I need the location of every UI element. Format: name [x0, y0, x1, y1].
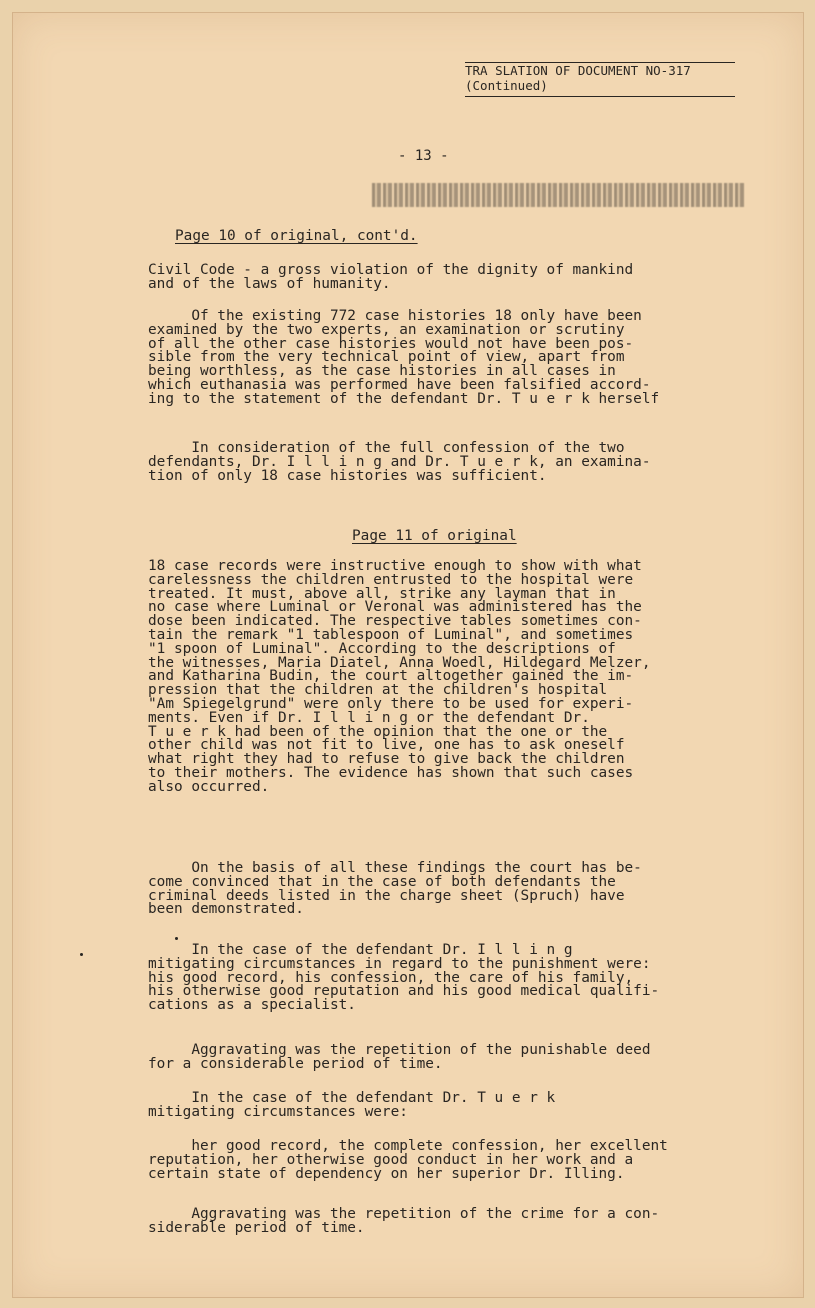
text-line: defendants, Dr. I l l i n g and Dr. T u e r k, an examina- [148, 453, 651, 470]
heading-page-11: Page 11 of original [352, 528, 517, 544]
text-line: In the case of the defendant Dr. T u e r k [148, 1090, 556, 1106]
translation-header [465, 62, 735, 97]
text-line: 18 case records were instructive enough to show with what [148, 558, 642, 574]
text-line: siderable period of time. [148, 1219, 365, 1236]
text-line: Civil Code - a gross violation of the dignity of mankind [148, 262, 634, 278]
text-line: criminal deeds listed in the charge sheet (Spruch) have [148, 887, 625, 904]
text-line: which euthanasia was performed have been falsified accord- [148, 376, 651, 393]
paragraph-8 [148, 1092, 738, 1120]
text-line: "Am Spiegelgrund" were only there to be used for experi- [148, 695, 634, 712]
text-line: Aggravating was the repetition of the punishable deed [148, 1042, 651, 1058]
text-line: and of the laws of humanity. [148, 275, 391, 292]
header-bottom-rule [465, 96, 735, 97]
text-line: mitigating circumstances in regard to the punishment were: [148, 955, 651, 972]
header-subtitle: (Continued) [465, 78, 548, 93]
text-line: come convinced that in the case of both defendants the [148, 873, 616, 890]
text-line: no case where Luminal or Veronal was administered has the [148, 599, 642, 616]
text-line: and Katharina Budin, the court altogether gained the im- [148, 668, 634, 685]
text-line: the witnesses, Maria Diatel, Anna Woedl, Hildegard Melzer, [148, 654, 651, 671]
paragraph-2 [148, 310, 738, 407]
text-line: of all the other case histories would not have been pos- [148, 335, 634, 352]
text-line: ing to the statement of the defendant Dr. T u e r k herself [148, 390, 660, 407]
ink-dot [80, 953, 83, 956]
paragraph-7 [148, 1044, 738, 1072]
redacted-line [372, 183, 744, 207]
text-line: examined by the two experts, an examination or scrutiny [148, 321, 625, 338]
text-line: tion of only 18 case histories was sufficient. [148, 467, 547, 484]
header-title: TRA SLATION OF DOCUMENT NO-317 [465, 63, 691, 78]
page-number: - 13 - [398, 148, 449, 164]
text-line: In consideration of the full confession of the two [148, 440, 625, 456]
paragraph-9 [148, 1140, 738, 1181]
text-line: also occurred. [148, 778, 270, 795]
paragraph-6 [148, 944, 738, 1013]
text-line: Aggravating was the repetition of the crime for a con- [148, 1206, 660, 1222]
text-line: to their mothers. The evidence has shown that such cases [148, 764, 634, 781]
paragraph-5 [148, 862, 738, 917]
text-line: sible from the very technical point of view, apart from [148, 349, 625, 366]
text-line: her good record, the complete confession, her excellent [148, 1138, 668, 1154]
text-line: Of the existing 772 case histories 18 only have been [148, 308, 642, 324]
paragraph-3 [148, 442, 738, 483]
text-line: cations as a specialist. [148, 997, 356, 1014]
paragraph-4 [148, 560, 738, 795]
text-line: carelessness the children entrusted to the hospital were [148, 571, 634, 588]
text-line: reputation, her otherwise good conduct in her work and a [148, 1151, 634, 1168]
paragraph-10 [148, 1208, 738, 1236]
text-line: dose been indicated. The respective tables sometimes con- [148, 613, 642, 630]
text-line: In the case of the defendant Dr. I l l i n g [148, 942, 573, 958]
ink-dot [175, 937, 178, 940]
text-line: T u e r k had been of the opinion that the one or the [148, 723, 608, 740]
paragraph-1 [148, 264, 738, 292]
heading-page-10: Page 10 of original, cont'd. [175, 228, 418, 244]
text-line: his good record, his confession, the care of his family, [148, 969, 634, 986]
text-line: On the basis of all these findings the court has be- [148, 860, 642, 876]
text-line: mitigating circumstances were: [148, 1103, 408, 1120]
text-line: certain state of dependency on her superior Dr. Illing. [148, 1165, 625, 1182]
text-line: for a considerable period of time. [148, 1055, 443, 1072]
text-line: his otherwise good reputation and his good medical qualifi- [148, 983, 660, 1000]
text-line: what right they had to refuse to give back the children [148, 751, 625, 768]
text-line: treated. It must, above all, strike any layman that in [148, 585, 616, 602]
text-line: being worthless, as the case histories in all cases in [148, 363, 616, 380]
text-line: "1 spoon of Luminal". According to the descriptions of [148, 640, 616, 657]
text-line: been demonstrated. [148, 901, 304, 918]
text-line: other child was not fit to live, one has to ask oneself [148, 737, 625, 754]
text-line: tain the remark "1 tablespoon of Luminal", and sometimes [148, 626, 634, 643]
text-line: pression that the children at the children's hospital [148, 682, 608, 699]
text-line: ments. Even if Dr. I l l i n g or the defendant Dr. [148, 709, 590, 726]
